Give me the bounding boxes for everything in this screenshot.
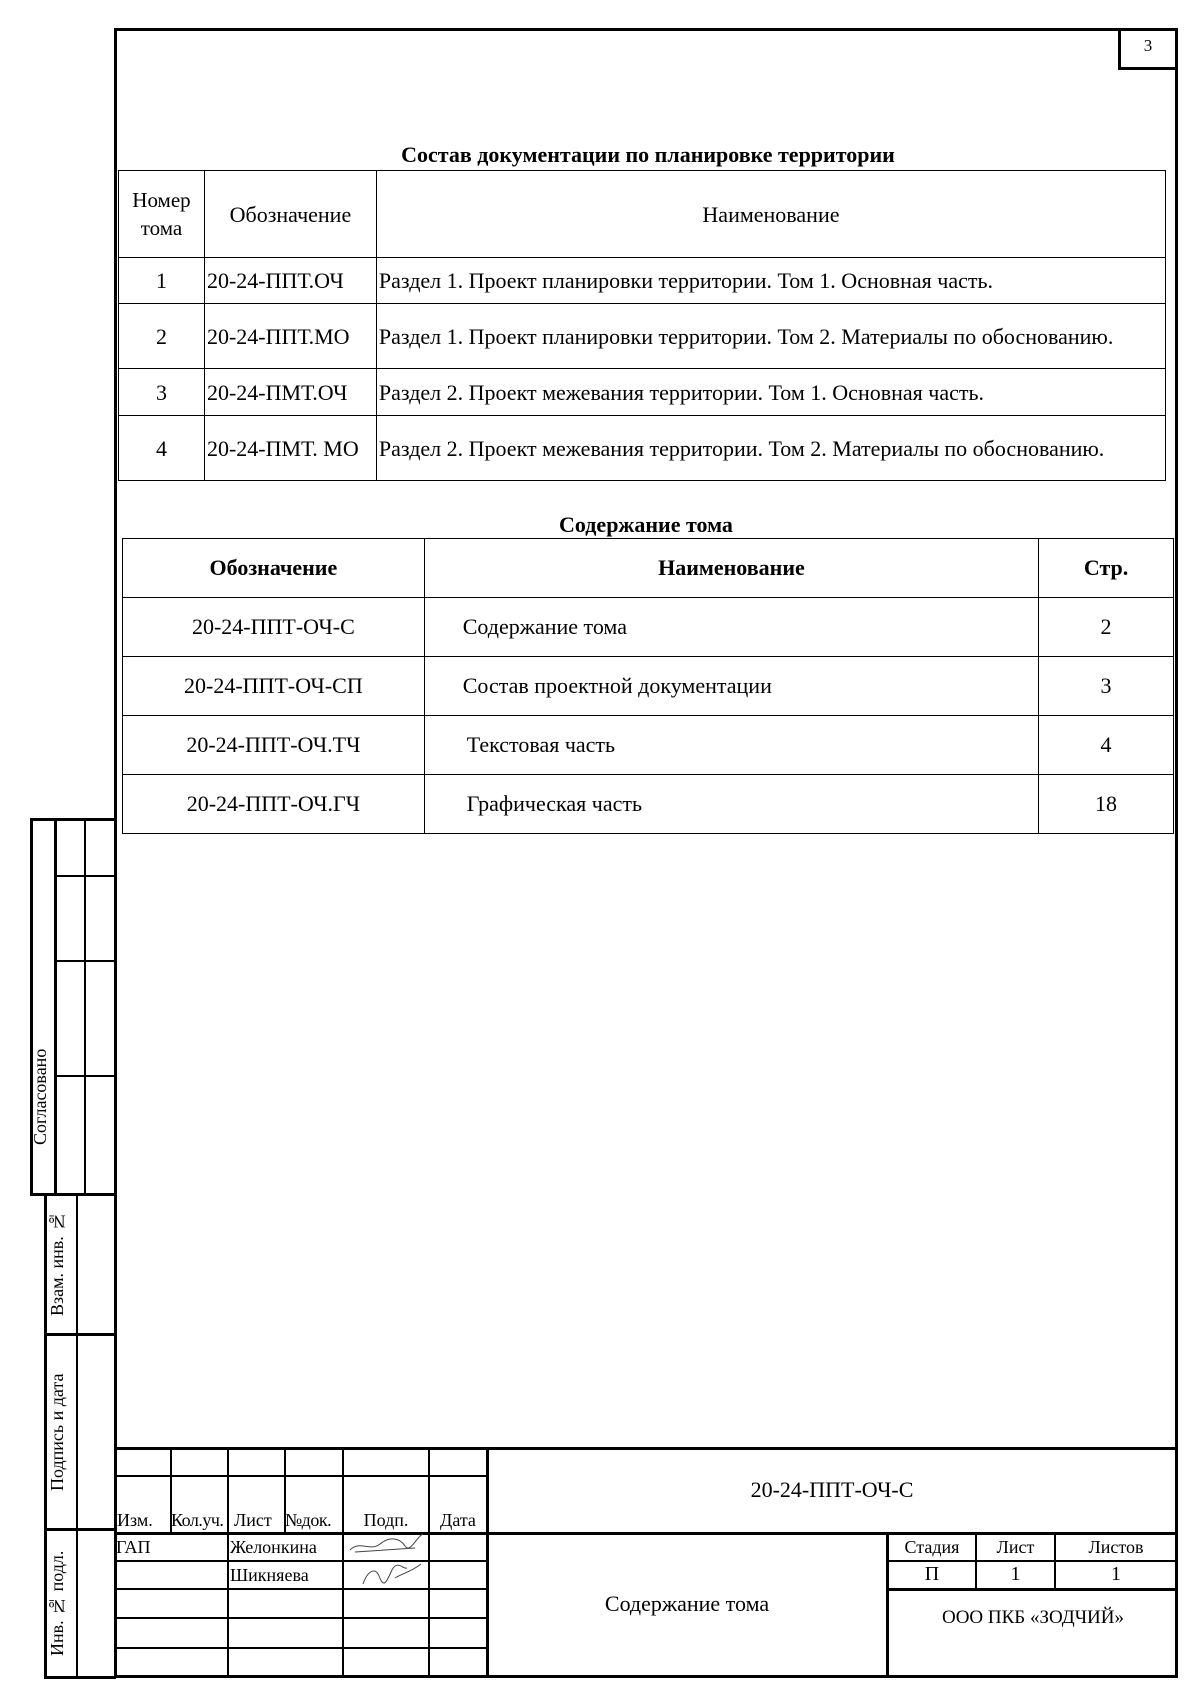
- label-sheet: Лист: [996, 1537, 1035, 1557]
- value-stage: П: [924, 1563, 940, 1585]
- role-gap: ГАП: [116, 1537, 151, 1557]
- value-sheet: 1: [1010, 1563, 1021, 1585]
- contents-title: Содержание тома: [559, 512, 733, 537]
- label-sign-date: Подпись и дата: [47, 1373, 67, 1491]
- company-name: ООО ПКБ «ЗОДЧИЙ»: [941, 1607, 1124, 1628]
- label-sheets: Листов: [1088, 1537, 1144, 1557]
- header-name: Наименование: [376, 171, 1165, 258]
- volume-number: 2: [119, 304, 205, 369]
- header-date: Дата: [440, 1510, 476, 1530]
- volume-name: Раздел 1. Проект планировки территории. Том 1. Основная часть.: [376, 258, 1165, 304]
- content-page: 18: [1039, 775, 1174, 834]
- person-shiknyaeva: Шикняева: [230, 1565, 309, 1585]
- composition-title: Состав документации по планировке территории: [401, 142, 895, 167]
- volume-name: Раздел 2. Проект межевания территории. Том 2. Материалы по обоснованию.: [376, 416, 1165, 481]
- stamp-code: 20-24-ППТ-ОЧ-С: [750, 1477, 914, 1502]
- table-row: [119, 304, 1166, 369]
- header-name: Наименование: [424, 539, 1038, 598]
- content-code: 20-24-ППТ-ОЧ-СП: [123, 657, 425, 716]
- contents-table: [122, 538, 1174, 834]
- header-quantity: Кол.уч.: [171, 1510, 224, 1530]
- signature-2-icon: [355, 1558, 425, 1590]
- content-name: Графическая часть: [424, 775, 1038, 834]
- content-code: 20-24-ППТ-ОЧ.ТЧ: [123, 716, 425, 775]
- label-stage: Стадия: [904, 1537, 960, 1557]
- volume-code: 20-24-ППТ.ОЧ: [204, 258, 376, 304]
- content-name: Текстовая часть: [424, 716, 1038, 775]
- content-page: 4: [1039, 716, 1174, 775]
- volume-name: Раздел 2. Проект межевания территории. Том 1. Основная часть.: [376, 369, 1165, 416]
- header-designation: Обозначение: [123, 539, 425, 598]
- table-row: [123, 775, 1174, 834]
- page-number: 3: [1118, 28, 1178, 70]
- content-name: Состав проектной документации: [424, 657, 1038, 716]
- composition-table: [118, 170, 1166, 481]
- volume-name: Раздел 1. Проект планировки территории. Том 2. Материалы по обоснованию.: [376, 304, 1165, 369]
- content-code: 20-24-ППТ-ОЧ.ГЧ: [123, 775, 425, 834]
- table-row: [123, 598, 1174, 657]
- table-row: [123, 716, 1174, 775]
- header-change: Изм.: [117, 1510, 153, 1530]
- header-sheet: Лист: [234, 1510, 272, 1530]
- content-name: Содержание тома: [424, 598, 1038, 657]
- header-volume-number: Номер тома: [119, 171, 205, 258]
- stamp-doc-title: Содержание тома: [604, 1591, 770, 1616]
- label-inv-orig: Инв. № подл.: [47, 1550, 67, 1657]
- content-code: 20-24-ППТ-ОЧ-С: [123, 598, 425, 657]
- volume-number: 1: [119, 258, 205, 304]
- signature-1-icon: [345, 1530, 425, 1560]
- value-sheets: 1: [1111, 1563, 1121, 1585]
- volume-number: 4: [119, 416, 205, 481]
- volume-code: 20-24-ПМТ.ОЧ: [204, 369, 376, 416]
- header-signature: Подп.: [363, 1510, 409, 1530]
- table-row: [119, 416, 1166, 481]
- volume-code: 20-24-ПМТ. МО: [204, 416, 376, 481]
- header-doc-number: №док.: [285, 1510, 332, 1530]
- content-page: 2: [1039, 598, 1174, 657]
- content-page: 3: [1039, 657, 1174, 716]
- header-designation: Обозначение: [204, 171, 376, 258]
- label-agreed: Согласовано: [30, 1048, 50, 1146]
- volume-code: 20-24-ППТ.МО: [204, 304, 376, 369]
- volume-number: 3: [119, 369, 205, 416]
- label-replace-inv: Взам. инв. №: [47, 1211, 67, 1317]
- table-row: [119, 369, 1166, 416]
- person-zhelonkina: Желонкина: [230, 1537, 317, 1557]
- header-page: Стр.: [1039, 539, 1174, 598]
- table-row: [123, 657, 1174, 716]
- table-row: [119, 258, 1166, 304]
